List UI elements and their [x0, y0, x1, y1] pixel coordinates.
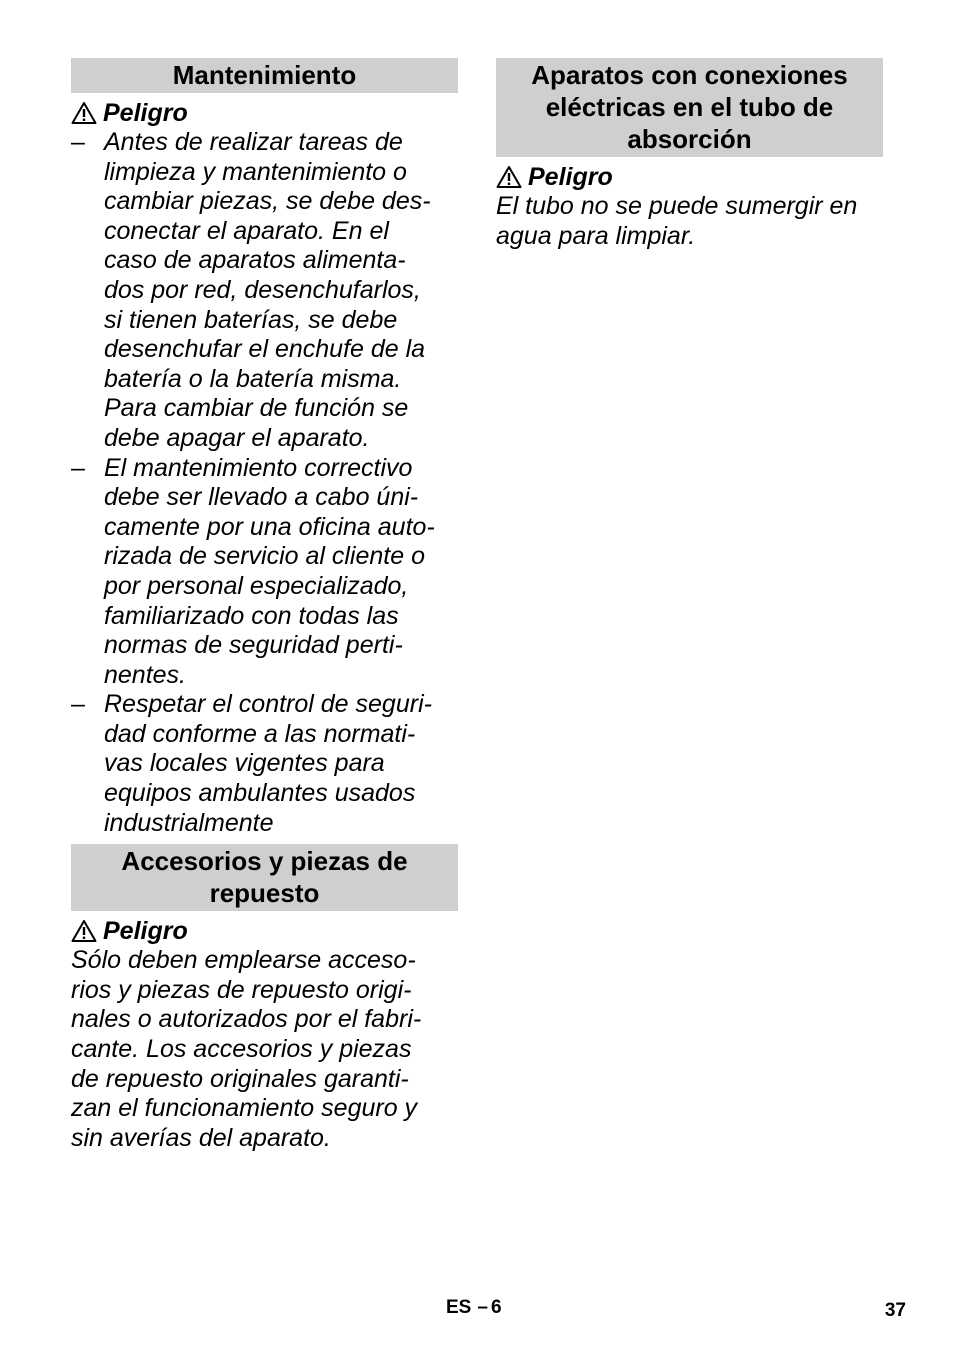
warning-label [496, 162, 883, 192]
warning-text: Peligro [528, 163, 613, 191]
footer-dash: – [477, 1297, 488, 1318]
bullet-dash: – [71, 453, 85, 482]
bullet-dash: – [71, 128, 85, 156]
list-item [71, 454, 458, 691]
page-number: 37 [884, 1300, 906, 1321]
bullet-dash: – [71, 690, 85, 719]
footer-section-label [446, 1297, 502, 1319]
footer-section-page: 6 [490, 1297, 502, 1318]
warning-text: Peligro [103, 99, 188, 127]
section-heading-mantenimiento: Mantenimiento [71, 58, 458, 93]
list-item [71, 128, 458, 454]
list-item-text: Respetar el control de seguri- dad conforme a las normati- vas locales vigentes para equipos ambulantes usados industrialmente [104, 690, 432, 837]
warning-triangle-icon [71, 919, 97, 943]
paragraph: Sólo deben emplearse acceso- rios y piezas de repuesto origi- nales o autorizados por el fabri- cante. Los accesorios y piezas de repuesto originales garanti- zan el funcionamiento seguro y sin averías del aparato. [71, 946, 422, 1152]
list-item-text: El mantenimiento correctivo debe ser llevado a cabo úni- camente por una oficina auto- rizada de servicio al cliente o por personal especializado, familiarizado con todas las normas de seguridad perti- nentes. [104, 453, 435, 689]
warning-triangle-icon [71, 101, 97, 125]
warning-label [71, 98, 458, 128]
section-heading-accesorios: Accesorios y piezas de repuesto [71, 844, 458, 911]
right-column [496, 58, 883, 251]
list-item-text: Antes de realizar tareas de limpieza y mantenimiento o cambiar piezas, se debe des- conectar el aparato. En el caso de aparatos alimenta- dos por red, desenchufarlos, si tienen baterías, se debe desenchufar el enchufe de la batería o la batería misma. Para cambiar de función se debe apagar el aparato. [104, 128, 431, 452]
warning-label [71, 916, 458, 946]
footer-lang: ES [446, 1297, 472, 1318]
left-column [71, 58, 458, 1153]
warning-text: Peligro [103, 917, 188, 946]
section-heading-aparatos: Aparatos con conexiones eléctricas en el tubo de absorción [496, 58, 883, 157]
list-item [71, 690, 458, 838]
paragraph: El tubo no se puede sumergir en agua para limpiar. [496, 192, 858, 250]
warning-triangle-icon [496, 165, 522, 189]
